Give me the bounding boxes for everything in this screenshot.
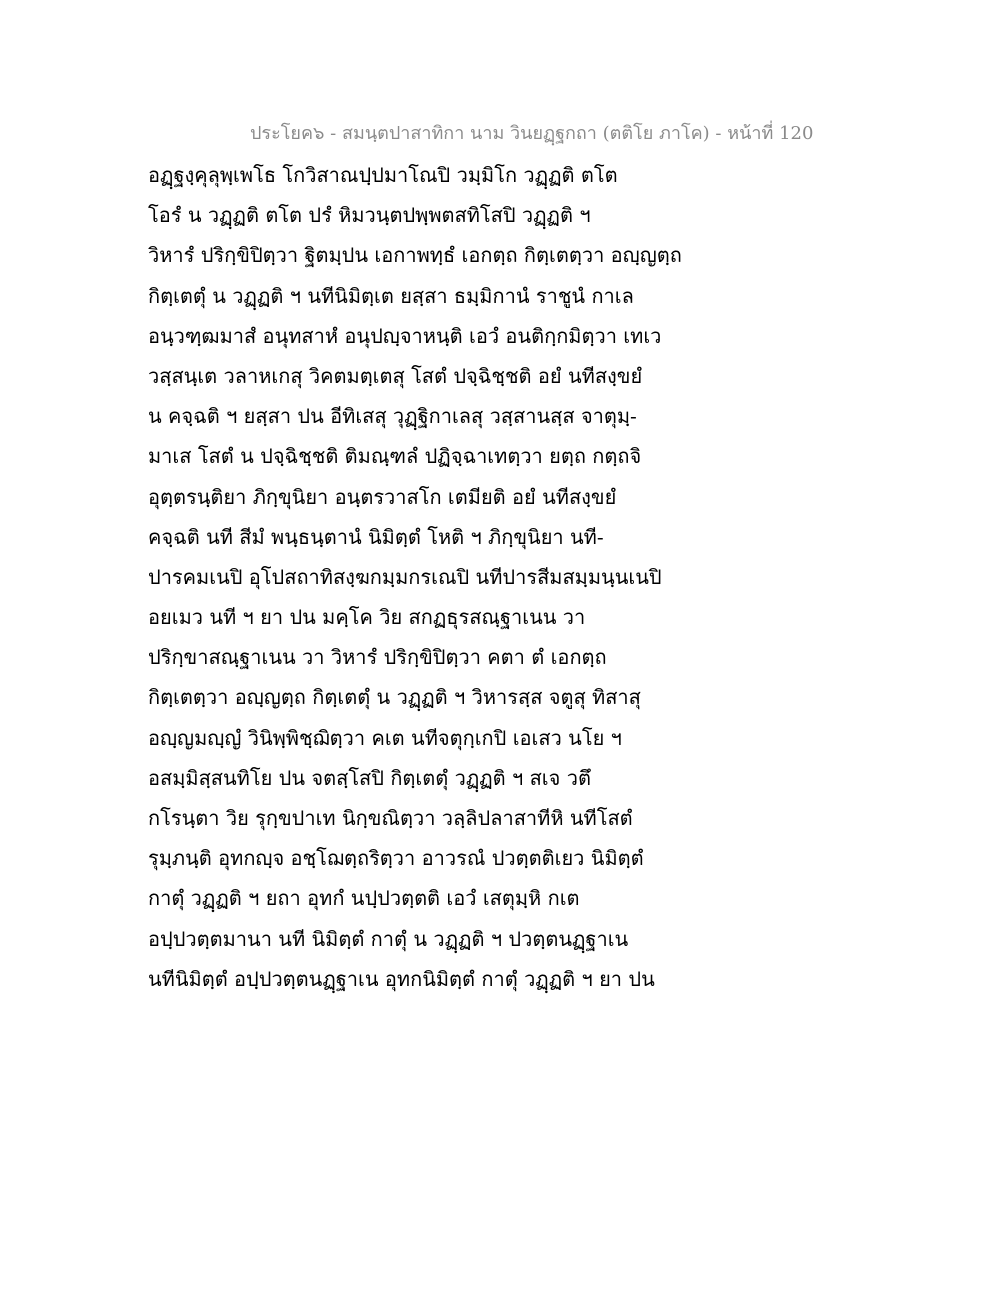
text-line: อุตฺตรนฺติยา ภิกฺขุนิยา อนฺตรวาสโก เตมียติ อยํ นทีสงฺขยํ <box>148 484 617 509</box>
text-line: วสฺสนฺเต วลาหเกสุ วิคตมตฺเตสุ โสตํ ปจฺฉิชฺชติ อยํ นทีสงฺขยํ <box>148 363 643 388</box>
text-line: ปารคมเนปิ อุโปสถาทิสงฺฆกมฺมกรเณปิ นทีปารสีมสมฺมนฺนเนปิ <box>148 564 662 589</box>
text-line: อฏฺฐงฺคุลุพฺเพโธ โกวิสาณปฺปมาโณปิ วมฺมิโก วฏฺฏติ ตโต <box>148 163 618 187</box>
text-line: กาตุํ วฏฺฏติ ฯ ยถา อุทกํ นปฺปวตฺตติ เอวํ เสตุมฺหิ กเต <box>148 886 580 911</box>
text-line: กโรนฺตา วิย รุกฺขปาเท นิกฺขณิตฺวา วลฺลิปลาสาทีหิ นทีโสตํ <box>148 806 633 830</box>
text-line: อนฺวฑฺฒมาสํ อนุทสาหํ อนุปญฺจาหนฺติ เอวํ อนติกฺกมิตฺวา เทเว <box>148 323 662 348</box>
text-line: อสมฺมิสฺสนทิโย ปน จตสฺโสปิ กิตฺเตตุํ วฏฺฏติ ฯ สเจ วตึ <box>148 765 591 790</box>
body-text <box>148 158 688 1002</box>
running-header: ประโยค๖ - สมนฺตปาสาทิกา นาม วินยฏฺฐกถา (ตติโย ภาโค) - หน้าที่ 120 <box>250 123 814 144</box>
text-line: อญฺญมญฺญํ วินิพฺพิชฺฌิตฺวา คเต นทีจตุกฺเกปิ เอเสว นโย ฯ <box>148 725 622 750</box>
text-line: ปริกฺขาสณฺฐาเนน วา วิหารํ ปริกฺขิปิตฺวา คตา ตํ เอกตฺถ <box>148 645 607 670</box>
text-line: รุมฺภนฺติ อุทกญฺจ อชฺโฌตฺถริตฺวา อาวรณํ ปวตฺตติเยว นิมิตฺตํ <box>148 846 644 871</box>
text-line: นทีนิมิตฺตํ อปฺปวตฺตนฏฺฐาเน อุทกนิมิตฺตํ กาตุํ วฏฺฏติ ฯ ยา ปน <box>148 966 655 991</box>
text-line: คจฺฉติ นที สีมํ พนฺธนฺตานํ นิมิตฺตํ โหติ ฯ ภิกฺขุนิยา นที- <box>148 524 604 549</box>
text-line: น คจฺฉติ ฯ ยสฺสา ปน อีทิเสสุ วุฏฺฐิกาเลสุ วสฺสานสฺส จาตุมฺ- <box>148 404 637 429</box>
text-line: อยเมว นที ฯ ยา ปน มคฺโค วิย สกฏธุรสณฺฐาเนน วา <box>148 605 586 630</box>
text-line: กิตฺเตตฺวา อญฺญตฺถ กิตฺเตตุํ น วฏฺฏติ ฯ วิหารสฺส จตูสุ ทิสาสุ <box>148 685 641 710</box>
text-line: อปฺปวตฺตมานา นที นิมิตฺตํ กาตุํ น วฏฺฏติ ฯ ปวตฺตนฏฺฐาเน <box>148 926 629 951</box>
text-line: โอรํ น วฏฺฏติ ตโต ปรํ หิมวนฺตปพฺพตสทิโสปิ วฏฺฏติ ฯ <box>148 203 591 228</box>
text-line: กิตฺเตตุํ น วฏฺฏติ ฯ นทีนิมิตฺเต ยสฺสา ธมฺมิกานํ ราชูนํ กาเล <box>148 283 634 308</box>
text-line: วิหารํ ปริกฺขิปิตฺวา ฐิตมฺปน เอกาพทฺธํ เอกตฺถ กิตฺเตตฺวา อญฺญตฺถ <box>148 243 682 268</box>
text-line: มาเส โสตํ น ปจฺฉิชฺชติ ติมณฺฑลํ ปฏิจฺฉาเทตฺวา ยตฺถ กตฺถจิ <box>148 444 642 469</box>
